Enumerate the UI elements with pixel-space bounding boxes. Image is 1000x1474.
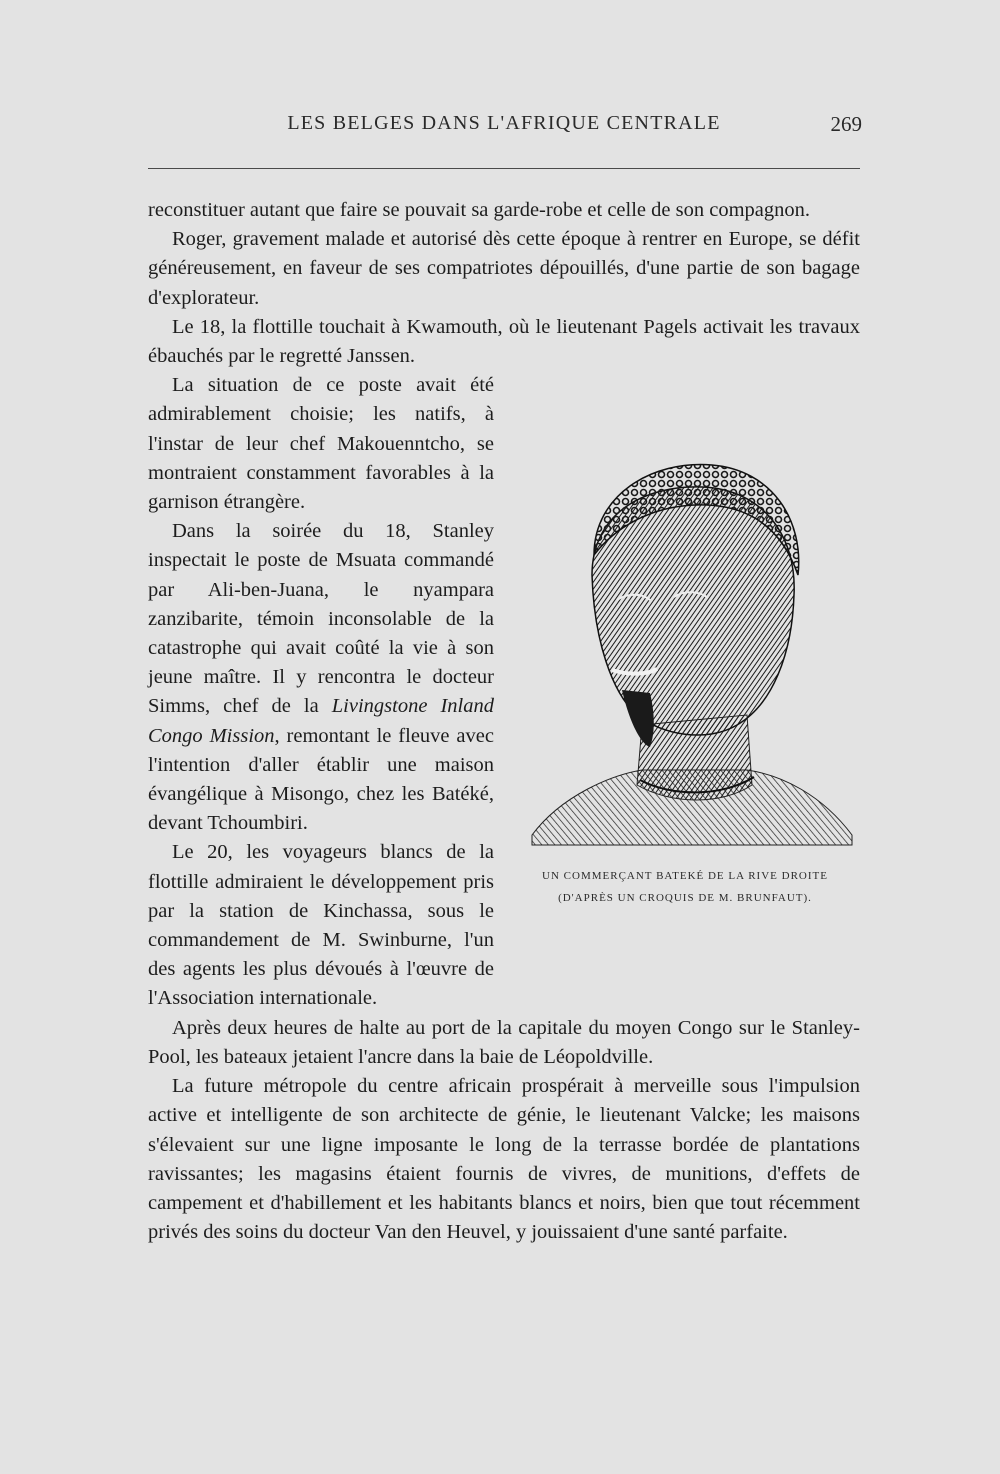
paragraph-8: La future métropole du centre africain prospérait à merveille sous l'impulsion active et intelligente de son architecte de génie, le lieutenant Valcke; les maisons s'élevaient sur une ligne imposante le long de la terrasse bordée de plantations ravissantes; les magasins étaient fournis de vivres, de munitions, d'effets de campement et d'habillement et les habitants blancs et noirs, bien que tout récemment privés des soins du docteur Van den Heuvel, y jouissaient d'une santé parfaite. [148, 1075, 860, 1244]
page-number: 269 [830, 112, 862, 136]
paragraph-2: Roger, gravement malade et autorisé dès cette époque à rentrer en Europe, se défit généreusement, en faveur de ses compatriotes dépouillés, d'une partie de son bagage d'explorateur. [148, 228, 860, 309]
caption-line-2: (D'APRÈS UN CROQUIS DE M. BRUNFAUT). [558, 892, 812, 905]
figure-caption [510, 865, 860, 909]
running-title: LES BELGES DANS L'AFRIQUE CENTRALE [287, 112, 721, 134]
paragraph-5-text-b: , remontant le fleuve avec l'intention d'aller établir une maison évangélique à Misongo, chez les Batéké, devant Tchoumbiri. [148, 724, 494, 835]
paragraph-7: Après deux heures de halte au port de la capitale du moyen Congo sur le Stanley-Pool, les bateaux jetaient l'ancre dans la baie de Léopoldville. [148, 1016, 860, 1068]
paragraph-3: Le 18, la flottille touchait à Kwamouth, où le lieutenant Pagels activait les travaux ébauchés par le regretté Janssen. [148, 315, 860, 368]
paragraph-6: Le 20, les voyageurs blancs de la flottille admiraient le développement pris par la station de Kinchassa, sous le commandement de M. Swinburne, l'un des agents les plus dévoués à l'œuvre de l'Association internationale. [148, 841, 494, 1010]
page-header [148, 112, 860, 142]
portrait-engraving [522, 425, 862, 855]
body-text [148, 196, 860, 1247]
header-rule [148, 168, 860, 169]
paragraph-1: reconstituer autant que faire se pouvait sa garde-robe et celle de son compagnon. [148, 199, 810, 221]
paragraph-5-italic: Livingstone Inland Congo Mission [148, 695, 494, 747]
paragraph-5-text-a: Dans la soirée du 18, Stanley inspectait le poste de Msuata commandé par Ali-ben-Juana, le nyampara zanzibarite, témoin inconsolable de la catastrophe qui avait coûté la vie à son jeune maître. Il y rencontra le docteur Simms, chef de la [148, 520, 494, 718]
caption-line-1: UN COMMERÇANT BATEKÉ DE LA RIVE DROITE [542, 870, 828, 883]
portrait-figure [510, 373, 860, 991]
paragraph-4: La situation de ce poste avait été admirablement choisie; les natifs, à l'instar de leur chef Makouenntcho, se montraient constamment favorables à la garnison étrangère. [148, 374, 494, 514]
